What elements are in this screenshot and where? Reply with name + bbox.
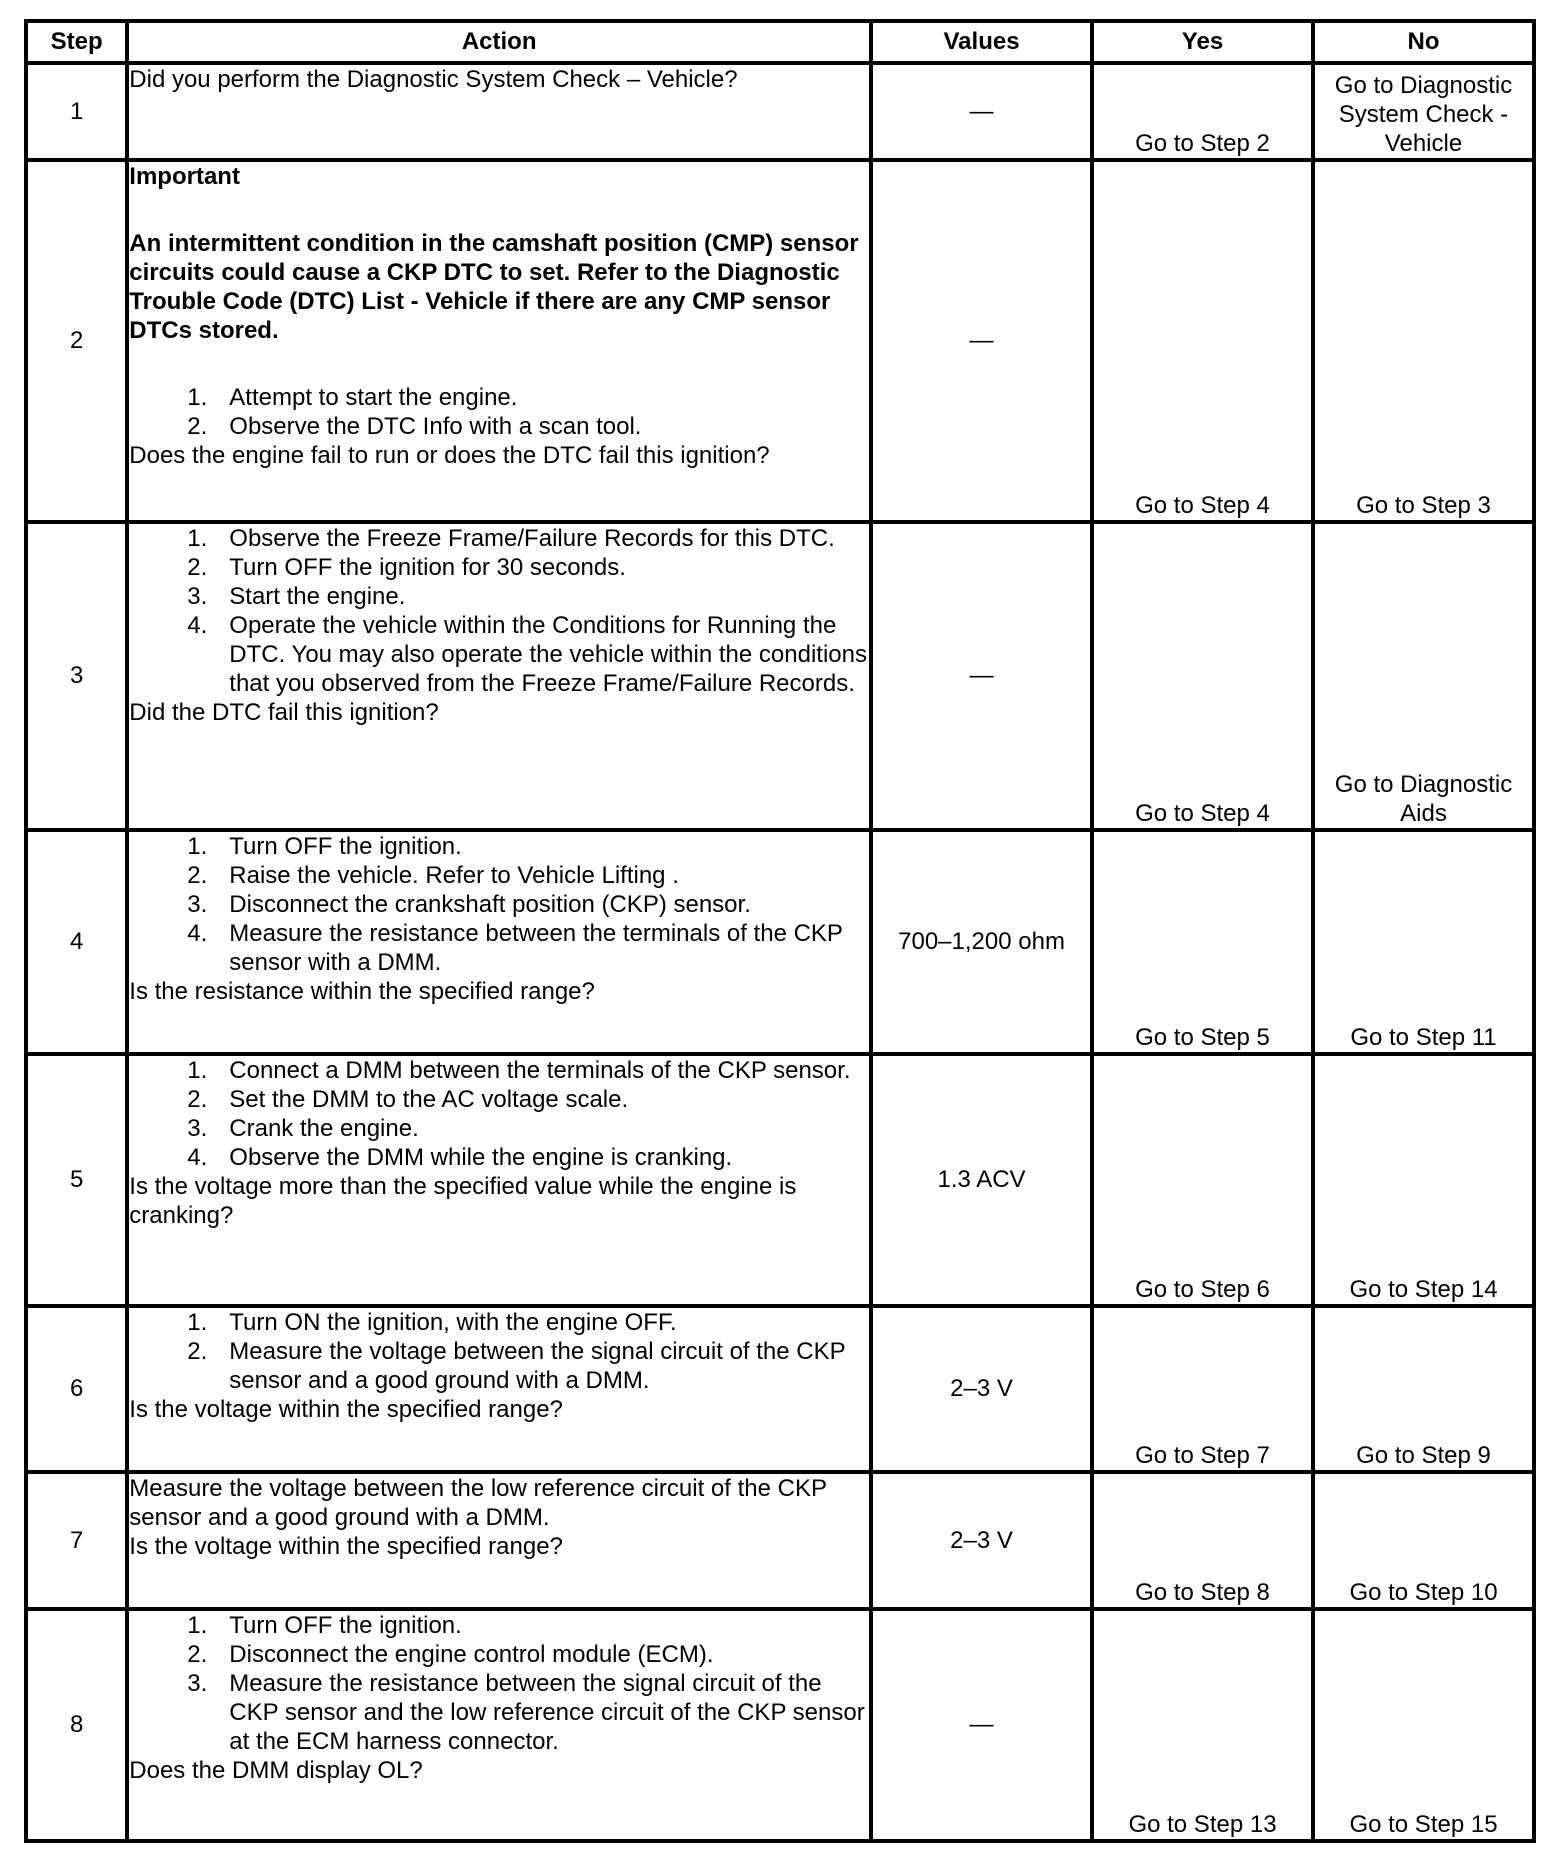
table-row [26, 1306, 1534, 1472]
action-cell [127, 522, 871, 830]
values-cell: — [871, 1609, 1092, 1841]
action-intro: Measure the voltage between the low reference circuit of the CKP sensor and a good ground with a DMM. [129, 1475, 827, 1531]
yes-cell: Go to Step 7 [1092, 1306, 1313, 1472]
list-item: Disconnect the crankshaft position (CKP) sensor. [229, 891, 751, 918]
action-cell [127, 1306, 871, 1472]
procedure-list [129, 1056, 869, 1172]
question-text: Did the DTC fail this ignition? [129, 699, 439, 726]
values-cell: — [871, 160, 1092, 522]
question-text: Does the DMM display OL? [129, 1757, 423, 1784]
list-item: Disconnect the engine control module (ECM). [229, 1641, 714, 1668]
table-row [26, 830, 1534, 1054]
diagnostic-table [24, 19, 1536, 1843]
table-row [26, 63, 1534, 160]
step-number: 7 [26, 1472, 127, 1609]
no-cell: Go to Step 3 [1313, 160, 1534, 522]
no-cell: Go to Step 14 [1313, 1054, 1534, 1306]
header-yes: Yes [1092, 21, 1313, 63]
yes-cell: Go to Step 8 [1092, 1472, 1313, 1609]
procedure-list [129, 832, 869, 977]
action-cell [127, 1472, 871, 1609]
question-text: Does the engine fail to run or does the DTC fail this ignition? [129, 442, 770, 469]
question-text: Is the voltage within the specified range? [129, 1533, 563, 1560]
list-item: Set the DMM to the AC voltage scale. [229, 1086, 629, 1113]
list-item: Start the engine. [229, 583, 406, 610]
list-item: Measure the resistance between the terminals of the CKP sensor with a DMM. [229, 920, 843, 976]
list-item: Connect a DMM between the terminals of the CKP sensor. [229, 1057, 851, 1084]
action-cell [127, 160, 871, 522]
step-number: 3 [26, 522, 127, 830]
yes-cell: Go to Step 2 [1092, 63, 1313, 160]
header-row [26, 21, 1534, 63]
list-item: Turn OFF the ignition for 30 seconds. [229, 554, 626, 581]
procedure-list [129, 524, 869, 698]
list-item: Measure the resistance between the signal circuit of the CKP sensor and the low reference circuit of the CKP sensor at the ECM harness connector. [229, 1670, 865, 1755]
table-row [26, 522, 1534, 830]
procedure-list [129, 1308, 869, 1395]
list-item: Crank the engine. [229, 1115, 419, 1142]
procedure-list [129, 383, 869, 441]
step-number: 4 [26, 830, 127, 1054]
values-cell: 2–3 V [871, 1306, 1092, 1472]
list-item: Observe the Freeze Frame/Failure Records for this DTC. [229, 525, 835, 552]
no-cell: Go to Step 10 [1313, 1472, 1534, 1609]
action-cell [127, 63, 871, 160]
important-title: Important [129, 163, 240, 190]
values-cell: 700–1,200 ohm [871, 830, 1092, 1054]
action-cell [127, 1054, 871, 1306]
header-step: Step [26, 21, 127, 63]
yes-cell: Go to Step 5 [1092, 830, 1313, 1054]
action-cell [127, 1609, 871, 1841]
table-row [26, 1472, 1534, 1609]
list-item: Raise the vehicle. Refer to Vehicle Lifting . [229, 862, 679, 889]
step-number: 6 [26, 1306, 127, 1472]
values-cell: 2–3 V [871, 1472, 1092, 1609]
list-item: Turn OFF the ignition. [229, 1612, 462, 1639]
list-item: Turn OFF the ignition. [229, 833, 462, 860]
action-cell [127, 830, 871, 1054]
values-cell: — [871, 63, 1092, 160]
yes-cell: Go to Step 6 [1092, 1054, 1313, 1306]
step-number: 2 [26, 160, 127, 522]
question-text: Is the voltage more than the specified value while the engine is cranking? [129, 1173, 797, 1229]
no-cell: Go to Step 11 [1313, 830, 1534, 1054]
question-text: Is the voltage within the specified range? [129, 1396, 563, 1423]
table-row [26, 1609, 1534, 1841]
list-item: Observe the DMM while the engine is cranking. [229, 1144, 733, 1171]
yes-cell: Go to Step 13 [1092, 1609, 1313, 1841]
values-cell: 1.3 ACV [871, 1054, 1092, 1306]
step-number: 8 [26, 1609, 127, 1841]
list-item: Measure the voltage between the signal circuit of the CKP sensor and a good ground with a DMM. [229, 1338, 846, 1394]
header-values: Values [871, 21, 1092, 63]
header-no: No [1313, 21, 1534, 63]
yes-cell: Go to Step 4 [1092, 522, 1313, 830]
table-row [26, 160, 1534, 522]
list-item: Operate the vehicle within the Conditions for Running the DTC. You may also operate the vehicle within the conditions that you observed from the Freeze Frame/Failure Records. [229, 612, 867, 697]
step-number: 1 [26, 63, 127, 160]
table-row [26, 1054, 1534, 1306]
action-intro: Did you perform the Diagnostic System Check – Vehicle? [129, 66, 738, 93]
header-action: Action [127, 21, 871, 63]
important-text: An intermittent condition in the camshaft position (CMP) sensor circuits could cause a CKP DTC to set. Refer to the Diagnostic Trouble Code (DTC) List - Vehicle if there are any CMP sensor DTCs stored. [129, 230, 859, 344]
question-text: Is the resistance within the specified range? [129, 978, 595, 1005]
no-cell: Go to Diagnostic Aids [1313, 522, 1534, 830]
values-cell: — [871, 522, 1092, 830]
list-item: Observe the DTC Info with a scan tool. [229, 413, 642, 440]
no-cell: Go to Step 15 [1313, 1609, 1534, 1841]
step-number: 5 [26, 1054, 127, 1306]
list-item: Turn ON the ignition, with the engine OFF. [229, 1309, 677, 1336]
list-item: Attempt to start the engine. [229, 384, 518, 411]
procedure-list [129, 1611, 869, 1756]
no-cell: Go to Step 9 [1313, 1306, 1534, 1472]
no-cell: Go to Diagnostic System Check - Vehicle [1313, 63, 1534, 160]
yes-cell: Go to Step 4 [1092, 160, 1313, 522]
